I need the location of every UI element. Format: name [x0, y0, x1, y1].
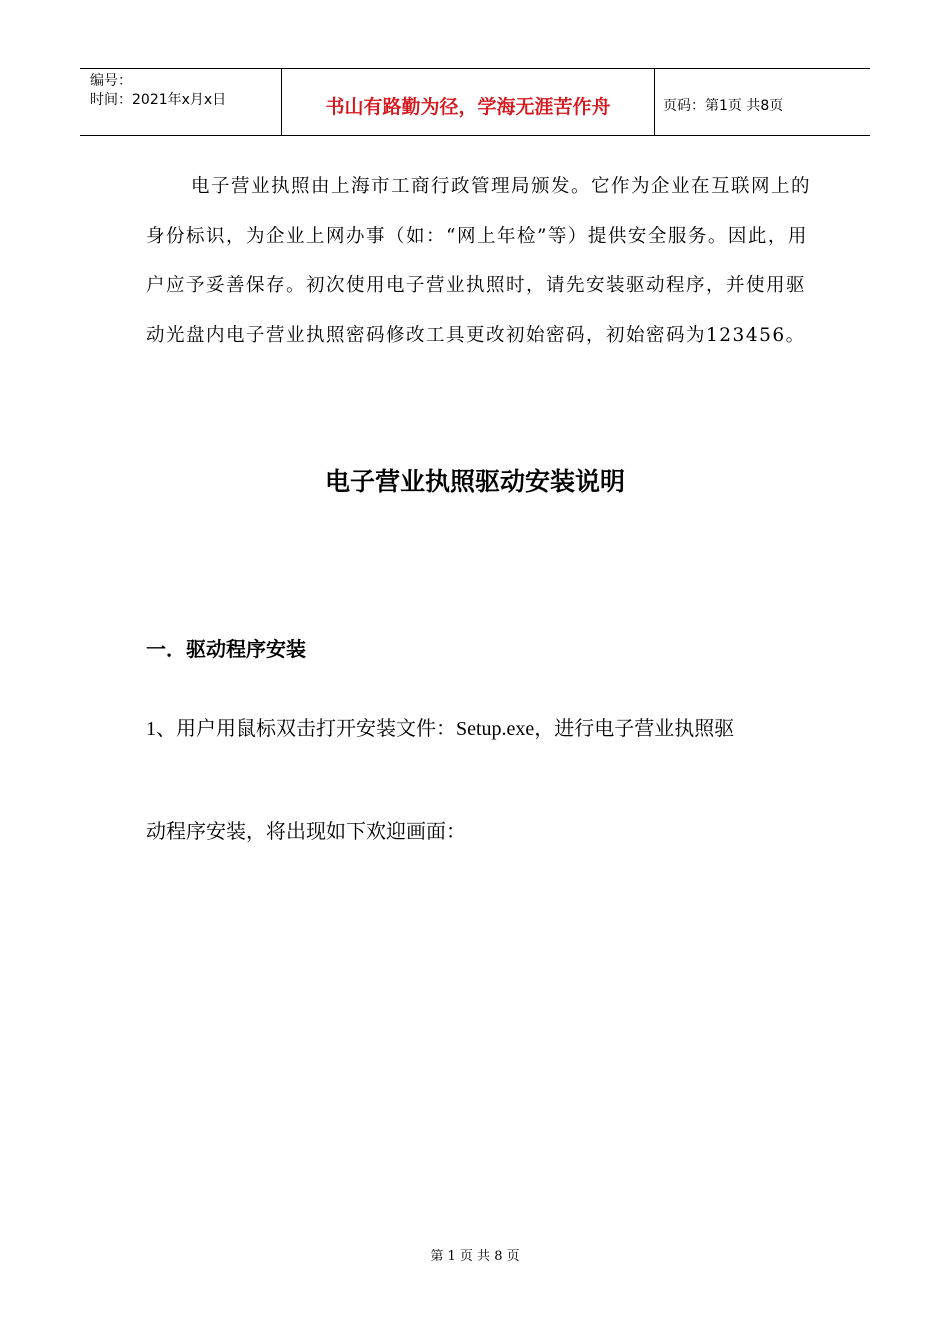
step1-line1: 1、用户用鼠标双击打开安装文件：Setup.exe，进行电子营业执照驱: [146, 718, 735, 740]
time-label: 时间：2021年x月x日: [90, 92, 227, 108]
document-title: 电子营业执照驱动安装说明: [324, 467, 625, 496]
intro-paragraph: 电子营业执照由上海市工商行政管理局颁发。它作为企业在互联网上的身份标识，为企业上网办事（如：“网上年检”等）提供安全服务。因此，用户应予妥善保存。初次使用电子营业执照时，请先安装驱动程序，并使用驱动光盘内电子营业执照密码修改工具更改初始密码，初始密码为123456。: [146, 176, 812, 346]
header-page-cell: [655, 69, 870, 135]
section-heading: 一．驱动程序安装: [146, 637, 306, 661]
header-motto-cell: [282, 69, 655, 135]
number-label: 编号：: [90, 73, 132, 89]
page-info: 页码：第1页 共8页: [663, 98, 784, 114]
step1-line2: 动程序安装，将出现如下欢迎画面：: [146, 821, 466, 843]
header-table: [80, 68, 870, 136]
motto-text: 书山有路勤为径，学海无涯苦作舟: [325, 95, 611, 118]
header-meta-cell: [80, 69, 282, 135]
page-footer: 第 1 页 共 8 页: [430, 1249, 520, 1264]
